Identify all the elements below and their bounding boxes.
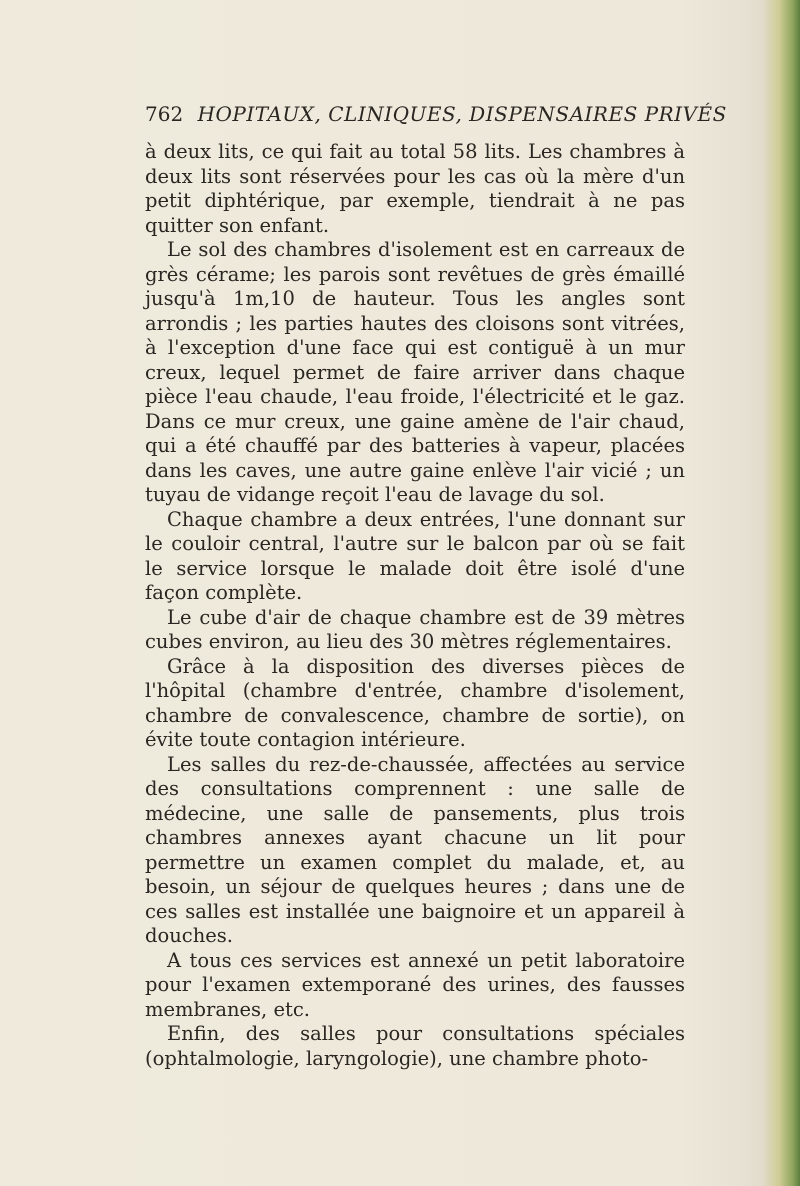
paragraph: Le sol des chambres d'isolement est en carreaux de grès cérame; les parois sont revêtues de grès émaillé jusqu'à 1m,10 de hauteur. Tous les angles sont arrondis ; les parties hautes des cloisons sont vitrées, à l'exception d'une face qui est contiguë à un mur creux, lequel permet de faire arriver dans chaque pièce l'eau chaude, l'eau froide, l'électricité et le gaz. Dans ce mur creux, une gaine amène de l'air chaud, qui a été chauffé par des batteries à vapeur, placées dans les caves, une autre gaine enlève l'air vicié ; un tuyau de vidange reçoit l'eau de lavage du sol.: [145, 238, 685, 506]
paragraph: à deux lits, ce qui fait au total 58 lits. Les chambres à deux lits sont réservées pour les cas où la mère d'un petit diphtérique, par exemple, tiendrait à ne pas quitter son enfant.: [145, 140, 685, 237]
paragraph: Enfin, des salles pour consultations spéciales (ophtalmologie, laryngologie), une chambre photo-: [145, 1022, 685, 1070]
running-header: [145, 102, 727, 132]
paragraph: Le cube d'air de chaque chambre est de 39 mètres cubes environ, au lieu des 30 mètres réglementaires.: [145, 605, 685, 653]
page-edge-stain: [762, 0, 800, 1186]
paragraph: Grâce à la disposition des diverses pièces de l'hôpital (chambre d'entrée, chambre d'isolement, chambre de convalescence, chambre de sortie), on évite toute contagion intérieure.: [145, 654, 685, 751]
running-title: HOPITAUX, CLINIQUES, DISPENSAIRES PRIVÉS: [197, 102, 727, 126]
paragraph: Chaque chambre a deux entrées, l'une donnant sur le couloir central, l'autre sur le balcon par où se fait le service lorsque le malade doit être isolé d'une façon complète.: [145, 507, 685, 604]
body-text: [145, 140, 685, 1071]
paragraph: A tous ces services est annexé un petit laboratoire pour l'examen extemporané des urines, des fausses membranes, etc.: [145, 948, 685, 1021]
paragraph: Les salles du rez-de-chaussée, affectées au service des consultations comprennent : une salle de médecine, une salle de pansements, plus trois chambres annexes ayant chacune un lit pour permettre un examen complet du malade, et, au besoin, un séjour de quelques heures ; dans une de ces salles est installée une baignoire et un appareil à douches.: [145, 752, 685, 947]
page-number: 762: [145, 102, 184, 126]
